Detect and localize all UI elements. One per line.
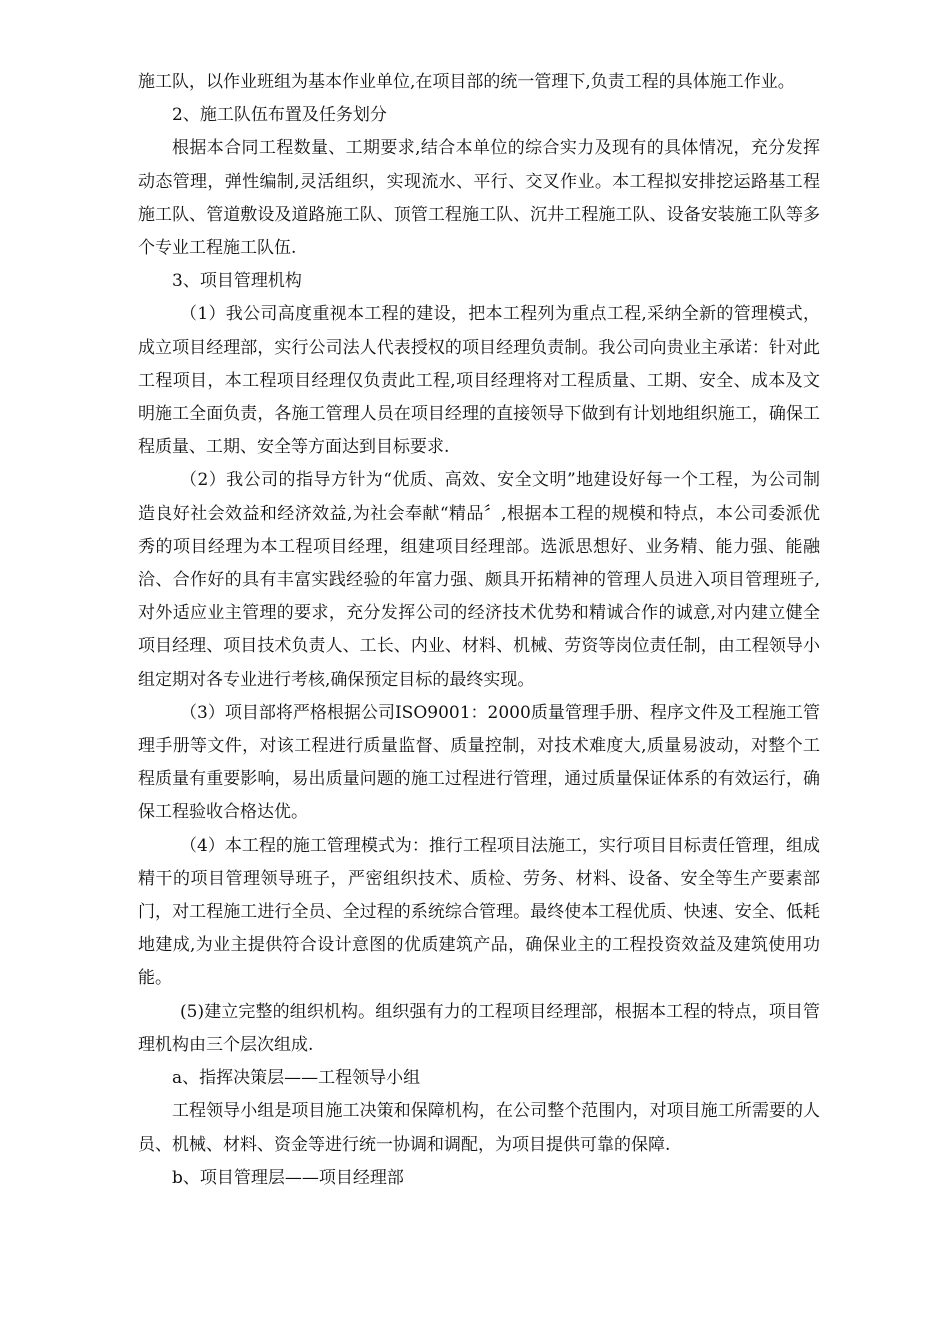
heading-team-arrangement: 2、施工队伍布置及任务划分 [172,105,387,126]
heading-command-decision-layer: a、指挥决策层——工程领导小组 [172,1068,421,1089]
paragraph-team-arrangement: 根据本合同工程数量、工期要求,结合本单位的综合实力及现有的具体情况，充分发挥动态管理，弹性编制,灵活组织，实现流水、平行、交叉作业。本工程拟安排挖运路基工程施工队、管道敷设及道路施工队、顶管工程施工队、沉井工程施工队、设备安装施工队等多个专业工程施工队伍. [138,138,820,259]
heading-project-management-organization: 3、项目管理机构 [172,271,302,292]
paragraph-leadership-group: 工程领导小组是项目施工决策和保障机构，在公司整个范围内，对项目施工所需要的人员、机械、材料、资金等进行统一协调和调配，为项目提供可靠的保障. [138,1101,820,1155]
paragraph-item-1: （1）我公司高度重视本工程的建设，把本工程列为重点工程,采纳全新的管理模式，成立项目经理部，实行公司法人代表授权的项目经理负责制。我公司向贵业主承诺：针对此工程项目，本工程项目经理仅负责此工程,项目经理将对工程质量、工期、安全、成本及文明施工全面负责，各施工管理人员在项目经理的直接领导下做到有计划地组织施工，确保工程质量、工期、安全等方面达到目标要求. [138,304,820,458]
paragraph-construction-team-continued: 施工队，以作业班组为基本作业单位,在项目部的统一管理下,负责工程的具体施工作业。 [138,72,795,92]
paragraph-item-5: (5)建立完整的组织机构。组织强有力的工程项目经理部，根据本工程的特点，项目管理机构由三个层次组成. [138,1001,820,1055]
heading-project-management-layer: b、项目管理层——项目经理部 [172,1167,404,1188]
paragraph-item-2: （2）我公司的指导方针为“优质、高效、安全文明”地建设好每一个工程，为公司制造良好社会效益和经济效益,为社会奉献“精品〞,根据本工程的规模和特点，本公司委派优秀的项目经理为本工程项目经理，组建项目经理部。选派思想好、业务精、能力强、能融洽、合作好的具有丰富实践经验的年富力强、颇具开拓精神的管理人员进入项目管理班子,对外适应业主管理的要求，充分发挥公司的经济技术优势和精诚合作的诚意,对内建立健全项目经理、项目技术负责人、工长、内业、材料、机械、劳资等岗位责任制，由工程领导小组定期对各专业进行考核,确保预定目标的最终实现。 [138,470,820,690]
paragraph-item-4: （4）本工程的施工管理模式为：推行工程项目法施工，实行项目目标责任管理，组成精干的项目管理领导班子，严密组织技术、质检、劳务、材料、设备、安全等生产要素部门，对工程施工进行全员、全过程的系统综合管理。最终使本工程优质、快速、安全、低耗地建成,为业主提供符合设计意图的优质建筑产品，确保业主的工程投资效益及建筑使用功能。 [138,835,820,989]
document-page [138,66,820,1195]
paragraph-item-3: （3）项目部将严格根据公司ISO9001：2000质量管理手册、程序文件及工程施工管理手册等文件，对该工程进行质量监督、质量控制，对技术难度大,质量易波动，对整个工程质量有重要影响，易出质量问题的施工过程进行管理，通过质量保证体系的有效运行，确保工程验收合格达优。 [138,702,820,823]
